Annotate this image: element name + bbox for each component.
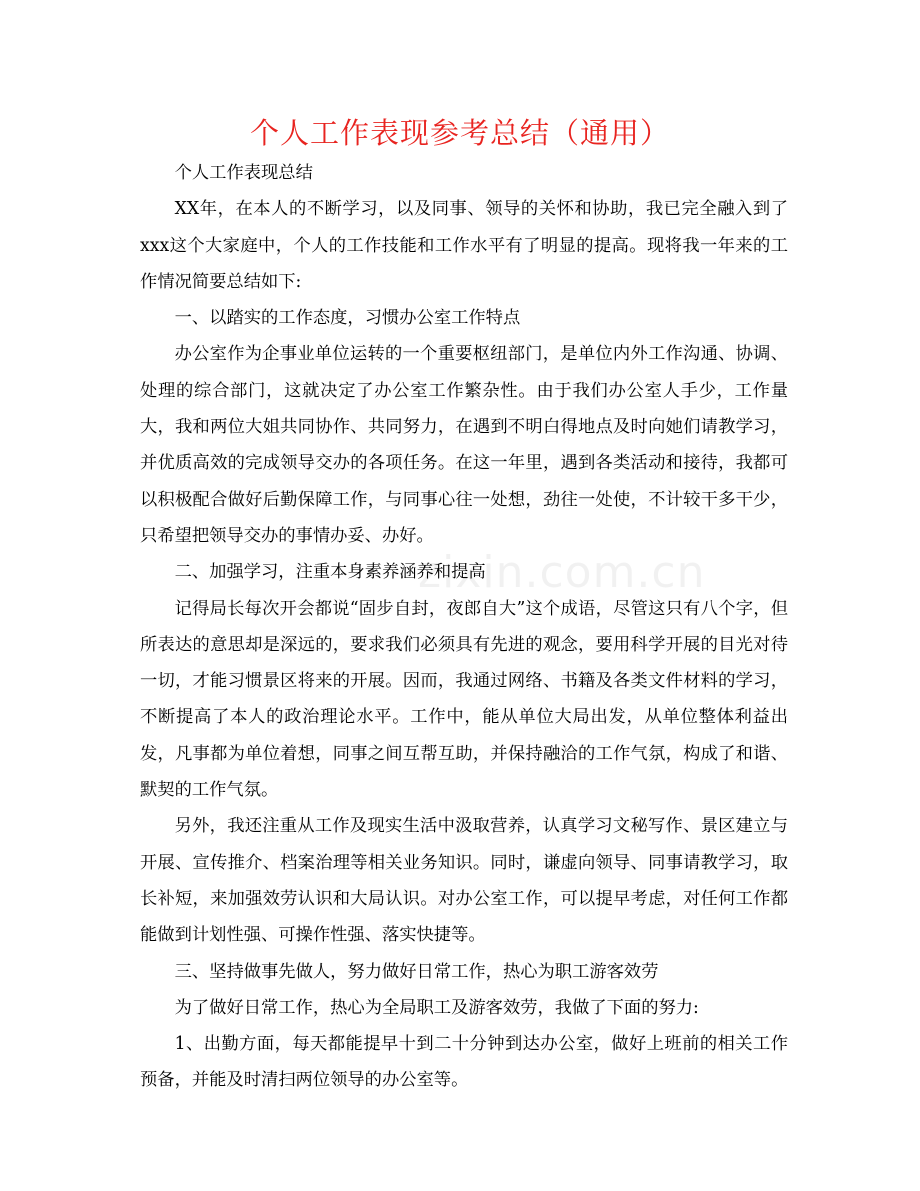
paragraph-section-3: 为了做好日常工作，热心为全局职工及游客效劳，我做了下面的努力: [174,997,699,1018]
section-heading-1: 一、以踏实的工作态度，习惯办公室工作特点 [174,308,521,329]
paragraph-intro: XX年，在本人的不断学习，以及同事、领导的关怀和协助，我已完全融入到了xxx这个大家庭中，个人的工作技能和工作水平有了明显的提高。现将我一年来的工作情况简要总结如下: [140,199,788,292]
paragraph-section-1: 办公室作为企事业单位运转的一个重要枢纽部门，是单位内外工作沟通、协调、处理的综合部门，这就决定了办公室工作繁杂性。由于我们办公室人手少，工作量大，我和两位大姐共同协作、共同努力，在遇到不明白得地点及时向她们请教学习，并优质高效的完成领导交办的各项任务。在这一年里，遇到各类活动和接待，我都可以积极配合做好后勤保障工作，与同事心往一处想，劲往一处使，不计较干多干少，只希望把领导交办的事情办妥、办好。 [140,344,788,546]
section-heading-3: 三、坚持做事先做人，努力做好日常工作，热心为职工游客效劳 [174,961,659,982]
document-body [140,155,788,1099]
watermark: zixin.com.cn [418,547,706,598]
paragraph-subtitle: 个人工作表现总结 [174,163,313,183]
paragraph-section-2b: 另外，我还注重从工作及现实生活中汲取营养，认真学习文秘写作、景区建立与开展、宣传推介、档案治理等相关业务知识。同时，谦虚向领导、同事请教学习，取长补短，来加强效劳认识和大局认识。对办公室工作，可以提早考虑，对任何工作都能做到计划性强、可操作性强、落实快捷等。 [140,816,788,946]
section-heading-2: 二、加强学习，注重本身素养涵养和提高 [174,562,486,583]
paragraph-item-1: 1、出勤方面，每天都能提早十到二十分钟到达办公室，做好上班前的相关工作预备，并能及时清扫两位领导的办公室等。 [140,1034,788,1091]
document-title: 个人工作表现参考总结（通用） [249,116,670,150]
paragraph-section-2a: 记得局长每次开会都说“固步自封，夜郎自大”这个成语，尽管这只有八个字，但所表达的意思却是深远的，要求我们必须具有先进的观念，要用科学开展的目光对待一切，才能习惯景区将来的开展。因而，我通过网络、书籍及各类文件材料的学习，不断提高了本人的政治理论水平。工作中，能从单位大局出发，从单位整体利益出发，凡事都为单位着想，同事之间互帮互助，并保持融洽的工作气氛，构成了和谐、默契的工作气氛。 [140,598,788,801]
